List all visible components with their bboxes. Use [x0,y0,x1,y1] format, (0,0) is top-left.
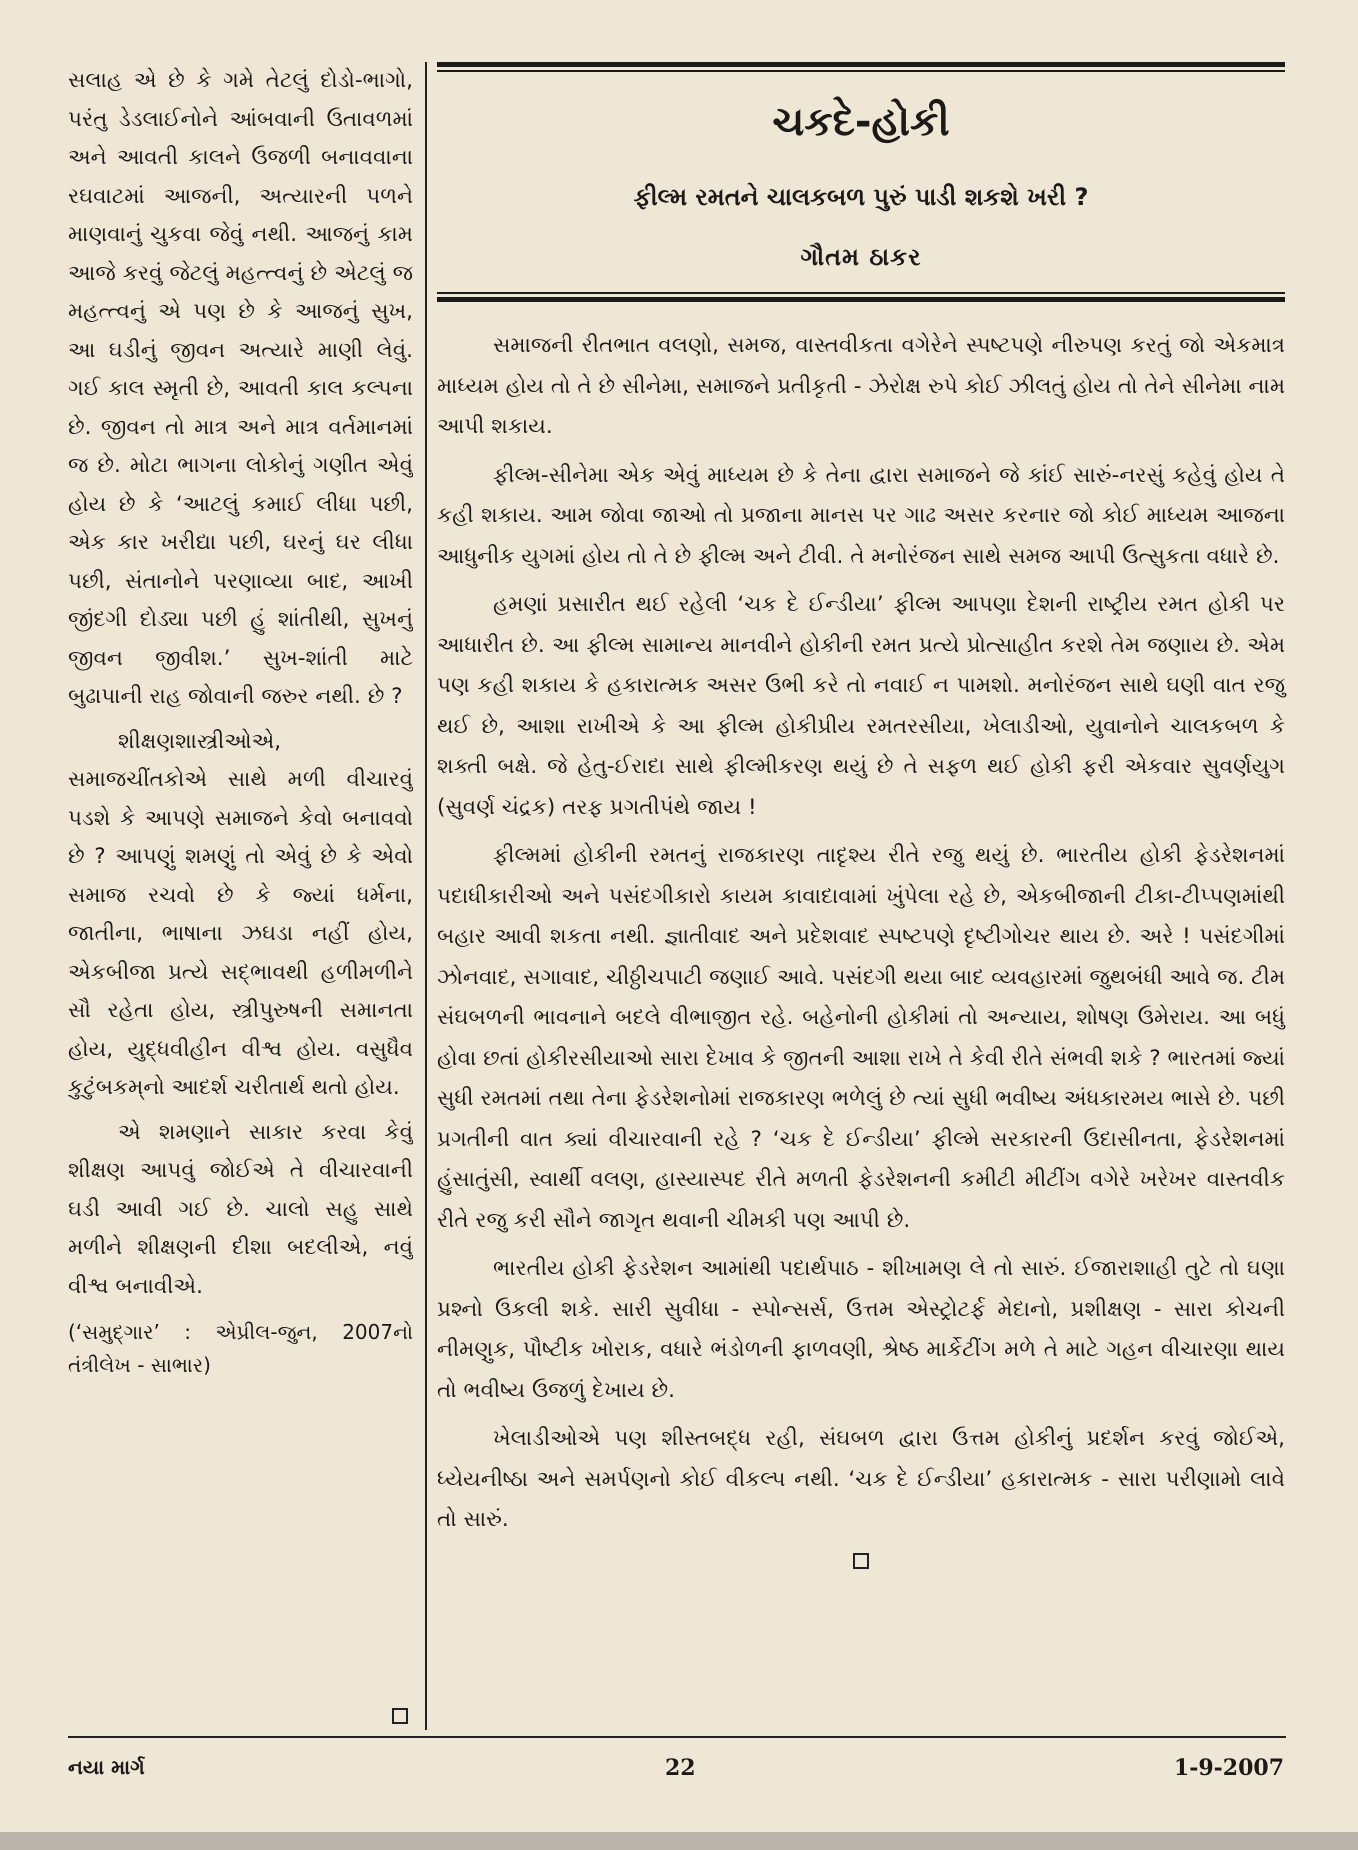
footer-page-number: 22 [665,1755,696,1781]
article-paragraph-3: હમણાં પ્રસારીત થઈ રહેલી ‘ચક દે ઈન્ડીયા’ ફીલ્મ આપણા દેશની રાષ્ટ્રીય રમત હોકી પર આધારીત છે. આ ફીલ્મ સામાન્ય માનવીને હોકીની રમત પ્રત્યે પ્રોત્સાહીત કરશે તેમ જણાય છે. એમ પણ કહી શકાય કે હકારાત્મક અસર ઉભી કરે તો નવાઈ ન પામશો. મનોરંજન સાથે ઘણી વાત રજુ થઈ છે, આશા રાખીએ કે આ ફીલ્મ હોકીપ્રીય રમતરસીયા, ખેલાડીઓ, યુવાનોને ચાલકબળ કે શક્તી બક્ષે. જે હેતુ-ઈરાદા સાથે ફીલ્મીકરણ થયું છે તે સફળ થઈ હોકી ફરી એકવાર સુવર્ણયુગ (સુવર્ણ ચંદ્રક) તરફ પ્રગતીપંથે જાય ! [437,592,1285,820]
footer-date: 1-9-2007 [1173,1755,1284,1781]
column-divider [425,62,427,1730]
footer-rule [68,1736,1286,1738]
header-rule-bottom [437,292,1285,302]
article-paragraph-5: ભારતીય હોકી ફેડરેશન આમાંથી પદાર્થપાઠ - શીખામણ લે તો સારું. ઈજારાશાહી તુટે તો ઘણા પ્રશ્નો ઉકલી શકે. સારી સુવીધા - સ્પોન્સર્સ, ઉત્તમ એસ્ટ્રોટર્ફ મેદાનો, પ્રશીક્ષણ - સારા કોચની નીમણુક, પૌષ્ટીક ખોરાક, વધારે ભંડોળની ફાળવણી, શ્રેષ્ઠ માર્કેટીંગ મળે તે માટે ગહન વીચારણા થાય તો ભવીષ્ય ઉજળું દેખાય છે. [437,1256,1285,1403]
scan-edge [0,1832,1358,1850]
end-mark-left [392,1708,408,1724]
article-subtitle: ફીલ્મ રમતને ચાલકબળ પુરું પાડી શકશે ખરી ? [633,183,1089,211]
article-paragraph-4: ફીલ્મમાં હોકીની રમતનું રાજકારણ તાદૃશ્ય રીતે રજુ થયું છે. ભારતીય હોકી ફેડરેશનમાં પદાધીકારીઓ અને પસંદગીકારો કાયમ કાવાદાવામાં ખુંપેલા રહે છે, એકબીજાની ટીકા-ટીપ્પણમાંથી બહાર આવી શકતા નથી. જ્ઞાતીવાદ અને પ્રદેશવાદ સ્પષ્ટપણે દૃષ્ટીગોચર થાય છે. અરે ! પસંદગીમાં ઝોનવાદ, સગાવાદ, ચીઠ્ઠીચપાટી જણાઈ આવે. પસંદગી થયા બાદ વ્યવહારમાં જુથબંધી આવે જ. ટીમ સંઘબળની ભાવનાને બદલે વીભાજીત રહે. બહેનોની હોકીમાં તો અન્યાય, શોષણ ઉમેરાય. આ બધું હોવા છતાં હોકીરસીયાઓ સારા દેખાવ કે જીતની આશા રાખે તે કેવી રીતે સંભવી શકે ? ભારતમાં જ્યાં સુધી રમતમાં તથા તેના ફેડરેશનોમાં રાજકારણ ભળેલું છે ત્યાં સુધી ભવીષ્ય અંધકારમય ભાસે છે. પછી પ્રગતીની વાત ક્યાં વીચારવાની રહે ? ‘ચક દે ઈન્ડીયા’ ફીલ્મે સરકારની ઉદાસીનતા, ફેડરેશનમાં હુંસાતુંસી, સ્વાર્થી વલણ, હાસ્યાસ્પદ રીતે મળતી ફેડરેશનની કમીટી મીટીંગ વગેરે ખરેખર વાસ્તવીક રીતે રજુ કરી સૌને જાગૃત થવાની ચીમકી પણ આપી છે. [437,843,1285,1233]
article-paragraph-6: ખેલાડીઓએ પણ શીસ્તબદ્ધ રહી, સંઘબળ દ્વારા ઉત્તમ હોકીનું પ્રદર્શન કરવું જોઈએ, ધ્યેયનીષ્ઠા અને સમર્પણનો કોઈ વીકલ્પ નથી. ‘ચક દે ઈન્ડીયા’ હકારાત્મક - સારા પરીણામો લાવે તો સારું. [437,1426,1285,1532]
article-title: ચકદે-હોકી [772,99,950,145]
left-paragraph-2: શીક્ષણશાસ્ત્રીઓએ, સમાજચીંતકોએ સાથે મળી વીચારવું પડશે કે આપણે સમાજને કેવો બનાવવો છે ? આપણું શમણું તો એવું છે કે એવો સમાજ રચવો છે કે જ્યાં ધર્મના, જાતીના, ભાષાના ઝઘડા નહીં હોય, એકબીજા પ્રત્યે સદ્ભાવથી હળીમળીને સૌ રહેતા હોય, સ્ત્રીપુરુષની સમાનતા હોય, યુદ્ધવીહીન વીશ્વ હોય. વસુધૈવ કુટુંબકમ્‌નો આદર્શ ચરીતાર્થ થતો હોય. [68,728,413,1100]
left-column [68,62,413,1717]
header-rule-top [437,62,1285,72]
source-note: (‘સમુદ્ગાર’ : એપ્રીલ-જુન, 2007નો તંત્રીલેખ - સાભાર) [68,1320,413,1377]
article-column [437,62,1285,1570]
article-paragraph-2: ફીલ્મ-સીનેમા એક એવું માધ્યમ છે કે તેના દ્વારા સમાજને જે કાંઈ સારું-નરસું કહેવું હોય તે કહી શકાય. આમ જોવા જાઓ તો પ્રજાના માનસ પર ગાઢ અસર કરનાર જો કોઈ માધ્યમ આજના આધુનીક યુગમાં હોય તો તે છે ફીલ્મ અને ટીવી. તે મનોરંજન સાથે સમજ આપી ઉત્સુકતા વધારે છે. [437,462,1285,569]
footer-publication: નયા માર્ગ [68,1755,145,1779]
end-mark-right-wrap [437,1551,1285,1570]
article-body [437,326,1285,1541]
left-paragraph-3: એ શમણાને સાકાર કરવા કેવું શીક્ષણ આપવું જોઈએ તે વીચારવાની ઘડી આવી ગઈ છે. ચાલો સહુ સાથે મળીને શીક્ષણની દીશા બદલીએ, નવું વીશ્વ બનાવીએ. [68,1119,413,1299]
end-mark-right [853,1553,869,1569]
article-author: ગૌતમ ઠાકર [800,243,922,271]
article-paragraph-1: સમાજની રીતભાત વલણો, સમજ, વાસ્તવીકતા વગેરેને સ્પષ્ટપણે નીરુપણ કરતું જો એકમાત્ર માધ્યમ હોય તો તે છે સીનેમા, સમાજને પ્રતીકૃતી - ઝેરોક્ષ રુપે કોઈ ઝીલતું હોય તો તેને સીનેમા નામ આપી શકાય. [437,333,1285,439]
left-paragraph-1: સલાહ એ છે કે ગમે તેટલું દોડો-ભાગો, પરંતુ ડેડલાઈનોને આંબવાની ઉતાવળમાં અને આવતી કાલને ઉજળી બનાવવાના રઘવાટમાં આજની, અત્યારની પળને માણવાનું ચુકવા જેવું નથી. આજનું કામ આજે કરવું જેટલું મહત્ત્વનું છે એટલું જ મહત્ત્વનું એ પણ છે કે આજનું સુખ, આ ઘડીનું જીવન અત્યારે માણી લેવું. ગઈ કાલ સ્મૃતી છે, આવતી કાલ કલ્પના છે. જીવન તો માત્ર અને માત્ર વર્તમાનમાં જ છે. મોટા ભાગના લોકોનું ગણીત એવું હોય છે કે ‘આટલું કમાઈ લીધા પછી, એક કાર ખરીદ્યા પછી, ઘરનું ઘર લીધા પછી, સંતાનોને પરણાવ્યા બાદ, આખી જીંદગી દોડ્યા પછી હું શાંતીથી, સુખનું જીવન જીવીશ.’ સુખ-શાંતી માટે બુઢાપાની રાહ જોવાની જરુર નથી. છે ? [68,68,413,709]
